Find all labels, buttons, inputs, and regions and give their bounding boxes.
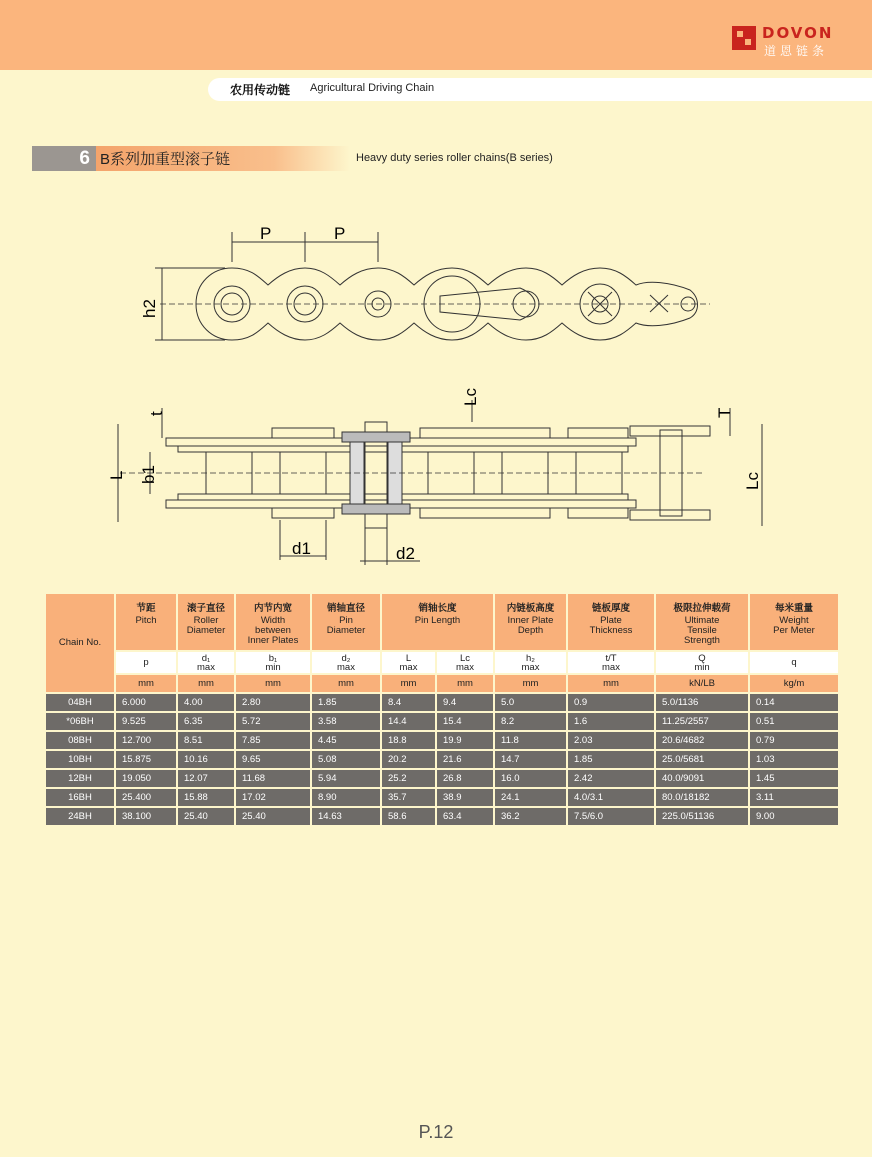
symbol-cell <box>494 651 567 674</box>
symbol-cell <box>311 651 381 674</box>
value-cell: 15.875 <box>115 750 177 769</box>
value-cell: 24.1 <box>494 788 567 807</box>
value-cell: 8.2 <box>494 712 567 731</box>
value-cell: 225.0/51136 <box>655 807 749 826</box>
value-cell: 25.40 <box>235 807 311 826</box>
chain-no-cell: *06BH <box>45 712 115 731</box>
value-cell: 36.2 <box>494 807 567 826</box>
chain-no-cell: 12BH <box>45 769 115 788</box>
value-cell: 8.4 <box>381 693 436 712</box>
value-cell: 63.4 <box>436 807 494 826</box>
symbol: q <box>791 657 797 668</box>
header-cell <box>381 593 494 651</box>
unit-cell: mm <box>115 674 177 693</box>
header-cell <box>235 593 311 651</box>
symbol: Q <box>698 652 706 664</box>
table-row <box>45 769 839 788</box>
header-en: Roller <box>193 615 219 626</box>
symbol: L <box>405 652 412 664</box>
diagram-label-p2: P <box>334 224 346 243</box>
header-en: Strength <box>684 635 720 646</box>
value-cell: 12.700 <box>115 731 177 750</box>
value-cell: 8.51 <box>177 731 235 750</box>
chain-no-cell: 16BH <box>45 788 115 807</box>
header-cn: 链板厚度 <box>591 603 630 614</box>
value-cell: 10.16 <box>177 750 235 769</box>
header-cell <box>177 593 235 651</box>
value-cell: 19.050 <box>115 769 177 788</box>
symbol-cell <box>381 651 436 674</box>
header-cn: 滚子直径 <box>186 603 225 614</box>
value-cell: 35.7 <box>381 788 436 807</box>
header-cn: 内链板高度 <box>506 603 555 614</box>
value-cell: 7.85 <box>235 731 311 750</box>
header-en: between <box>255 625 291 636</box>
value-cell: 38.9 <box>436 788 494 807</box>
value-cell: 0.14 <box>749 693 839 712</box>
value-cell: 5.0/1136 <box>655 693 749 712</box>
symbol-cell <box>177 651 235 674</box>
value-cell: 18.8 <box>381 731 436 750</box>
header-cn: 销轴直径 <box>326 603 365 614</box>
symbol-limit: max <box>456 661 474 673</box>
symbol-cell <box>655 651 749 674</box>
symbol-limit: min <box>694 661 710 673</box>
value-cell: 6.000 <box>115 693 177 712</box>
diagram-label-lc-top: Lc <box>461 388 480 406</box>
brand-name-cn: 道恩链条 <box>764 44 829 58</box>
header-cell <box>655 593 749 651</box>
header-cell <box>311 593 381 651</box>
header-cn: 内节内宽 <box>253 603 292 614</box>
table-row <box>45 731 839 750</box>
value-cell: 25.40 <box>177 807 235 826</box>
chain-no-cell: 24BH <box>45 807 115 826</box>
header-en: Inner Plates <box>247 635 299 646</box>
symbol: h₂ <box>526 652 535 664</box>
chain-side-view-diagram <box>0 0 872 360</box>
value-cell: 3.58 <box>311 712 381 731</box>
value-cell: 58.6 <box>381 807 436 826</box>
header-en: Tensile <box>687 625 717 636</box>
value-cell: 20.6/4682 <box>655 731 749 750</box>
value-cell: 1.45 <box>749 769 839 788</box>
table-row <box>45 788 839 807</box>
unit-cell: kg/m <box>749 674 839 693</box>
diagram-label-h2: h2 <box>140 299 159 318</box>
value-cell: 16.0 <box>494 769 567 788</box>
value-cell: 0.9 <box>567 693 655 712</box>
header-en: Width <box>260 615 286 626</box>
unit-cell: mm <box>381 674 436 693</box>
value-cell: 40.0/9091 <box>655 769 749 788</box>
symbol-limit: max <box>337 661 355 673</box>
header-cn: 每米重量 <box>774 603 813 614</box>
value-cell: 9.525 <box>115 712 177 731</box>
table-row <box>45 712 839 731</box>
value-cell: 1.85 <box>567 750 655 769</box>
diagram-label-d1: d1 <box>292 539 311 558</box>
symbol-limit: max <box>399 661 418 673</box>
value-cell: 4.45 <box>311 731 381 750</box>
unit-cell: mm <box>235 674 311 693</box>
symbol-limit: max <box>521 661 540 673</box>
header-en: Depth <box>517 625 544 636</box>
diagram-label-T: T <box>715 407 734 418</box>
value-cell: 12.07 <box>177 769 235 788</box>
unit-cell: mm <box>436 674 494 693</box>
value-cell: 11.8 <box>494 731 567 750</box>
value-cell: 1.6 <box>567 712 655 731</box>
symbol: Lc <box>459 652 471 664</box>
value-cell: 21.6 <box>436 750 494 769</box>
symbol-cell <box>235 651 311 674</box>
value-cell: 5.94 <box>311 769 381 788</box>
value-cell: 25.2 <box>381 769 436 788</box>
header-en: Inner Plate <box>507 615 554 626</box>
unit-cell: kN/LB <box>655 674 749 693</box>
symbol-limit: max <box>602 661 620 673</box>
value-cell: 6.35 <box>177 712 235 731</box>
brand-name-en: DOVON <box>762 24 834 42</box>
header-en: Plate <box>600 615 622 626</box>
unit-cell: mm <box>494 674 567 693</box>
value-cell: 80.0/18182 <box>655 788 749 807</box>
page-number: P.12 <box>418 1122 454 1142</box>
symbol: d₁ <box>201 652 211 664</box>
diagram-label-d2: d2 <box>396 544 415 563</box>
value-cell: 5.72 <box>235 712 311 731</box>
header-en: Pin <box>339 615 353 626</box>
value-cell: 8.90 <box>311 788 381 807</box>
header-cn: 节距 <box>136 603 156 614</box>
header-en: Pin Length <box>414 615 461 626</box>
value-cell: 4.0/3.1 <box>567 788 655 807</box>
header-en: Diameter <box>326 625 366 636</box>
symbol-limit: max <box>197 661 215 673</box>
diagram-label-b1: b1 <box>139 465 158 484</box>
header-cn: 销轴长度 <box>418 603 457 614</box>
value-cell: 7.5/6.0 <box>567 807 655 826</box>
chain-top-view-diagram <box>0 360 872 580</box>
unit-cell: mm <box>567 674 655 693</box>
value-cell: 2.03 <box>567 731 655 750</box>
header-cell <box>494 593 567 651</box>
value-cell: 14.63 <box>311 807 381 826</box>
header-en: Pitch <box>135 615 157 626</box>
unit-cell: mm <box>177 674 235 693</box>
value-cell: 0.79 <box>749 731 839 750</box>
value-cell: 3.11 <box>749 788 839 807</box>
diagram-label-t: t <box>147 411 166 416</box>
table-row <box>45 693 839 712</box>
value-cell: 9.4 <box>436 693 494 712</box>
unit-cell: mm <box>311 674 381 693</box>
value-cell: 25.400 <box>115 788 177 807</box>
header-cell <box>115 593 177 651</box>
category-title-en: Agricultural Driving Chain <box>310 82 435 94</box>
header-chain-no: Chain No. <box>45 593 115 693</box>
value-cell: 25.0/5681 <box>655 750 749 769</box>
section-title-en: Heavy duty series roller chains(B series) <box>356 152 553 164</box>
value-cell: 5.08 <box>311 750 381 769</box>
value-cell: 0.51 <box>749 712 839 731</box>
value-cell: 15.4 <box>436 712 494 731</box>
header-en: Diameter <box>186 625 226 636</box>
table-row <box>45 750 839 769</box>
value-cell: 17.02 <box>235 788 311 807</box>
symbol-cell <box>436 651 494 674</box>
value-cell: 1.85 <box>311 693 381 712</box>
value-cell: 2.80 <box>235 693 311 712</box>
value-cell: 19.9 <box>436 731 494 750</box>
symbol: b₁ <box>268 652 278 664</box>
value-cell: 14.7 <box>494 750 567 769</box>
symbol-cell <box>115 651 177 674</box>
header-cn: 极限拉伸载荷 <box>673 603 731 614</box>
table-row <box>45 807 839 826</box>
value-cell: 1.03 <box>749 750 839 769</box>
header-en: Thickness <box>589 625 633 636</box>
chain-spec-table <box>44 592 838 827</box>
chain-no-cell: 08BH <box>45 731 115 750</box>
value-cell: 11.25/2557 <box>655 712 749 731</box>
header-en: Per Meter <box>773 625 815 636</box>
symbol: t/T <box>605 652 617 664</box>
value-cell: 14.4 <box>381 712 436 731</box>
header-cell <box>749 593 839 651</box>
value-cell: 38.100 <box>115 807 177 826</box>
header-en: Ultimate <box>684 615 720 626</box>
value-cell: 4.00 <box>177 693 235 712</box>
value-cell: 5.0 <box>494 693 567 712</box>
symbol: p <box>143 657 149 668</box>
symbol: d₂ <box>341 652 351 664</box>
diagram-label-p1: P <box>260 224 272 243</box>
section-number: 6 <box>32 146 96 171</box>
value-cell: 15.88 <box>177 788 235 807</box>
value-cell: 9.00 <box>749 807 839 826</box>
header-en: Weight <box>779 615 809 626</box>
chain-no-cell: 10BH <box>45 750 115 769</box>
value-cell: 20.2 <box>381 750 436 769</box>
category-title-cn: 农用传动链 <box>230 83 291 97</box>
header-cell <box>567 593 655 651</box>
diagram-label-lc-right: Lc <box>743 472 762 490</box>
diagram-label-L: L <box>107 470 126 480</box>
value-cell: 9.65 <box>235 750 311 769</box>
value-cell: 2.42 <box>567 769 655 788</box>
value-cell: 26.8 <box>436 769 494 788</box>
symbol-cell <box>749 651 839 674</box>
symbol-limit: min <box>265 661 281 673</box>
section-title-cn: B系列加重型滚子链 <box>100 151 231 168</box>
value-cell: 11.68 <box>235 769 311 788</box>
chain-no-cell: 04BH <box>45 693 115 712</box>
symbol-cell <box>567 651 655 674</box>
